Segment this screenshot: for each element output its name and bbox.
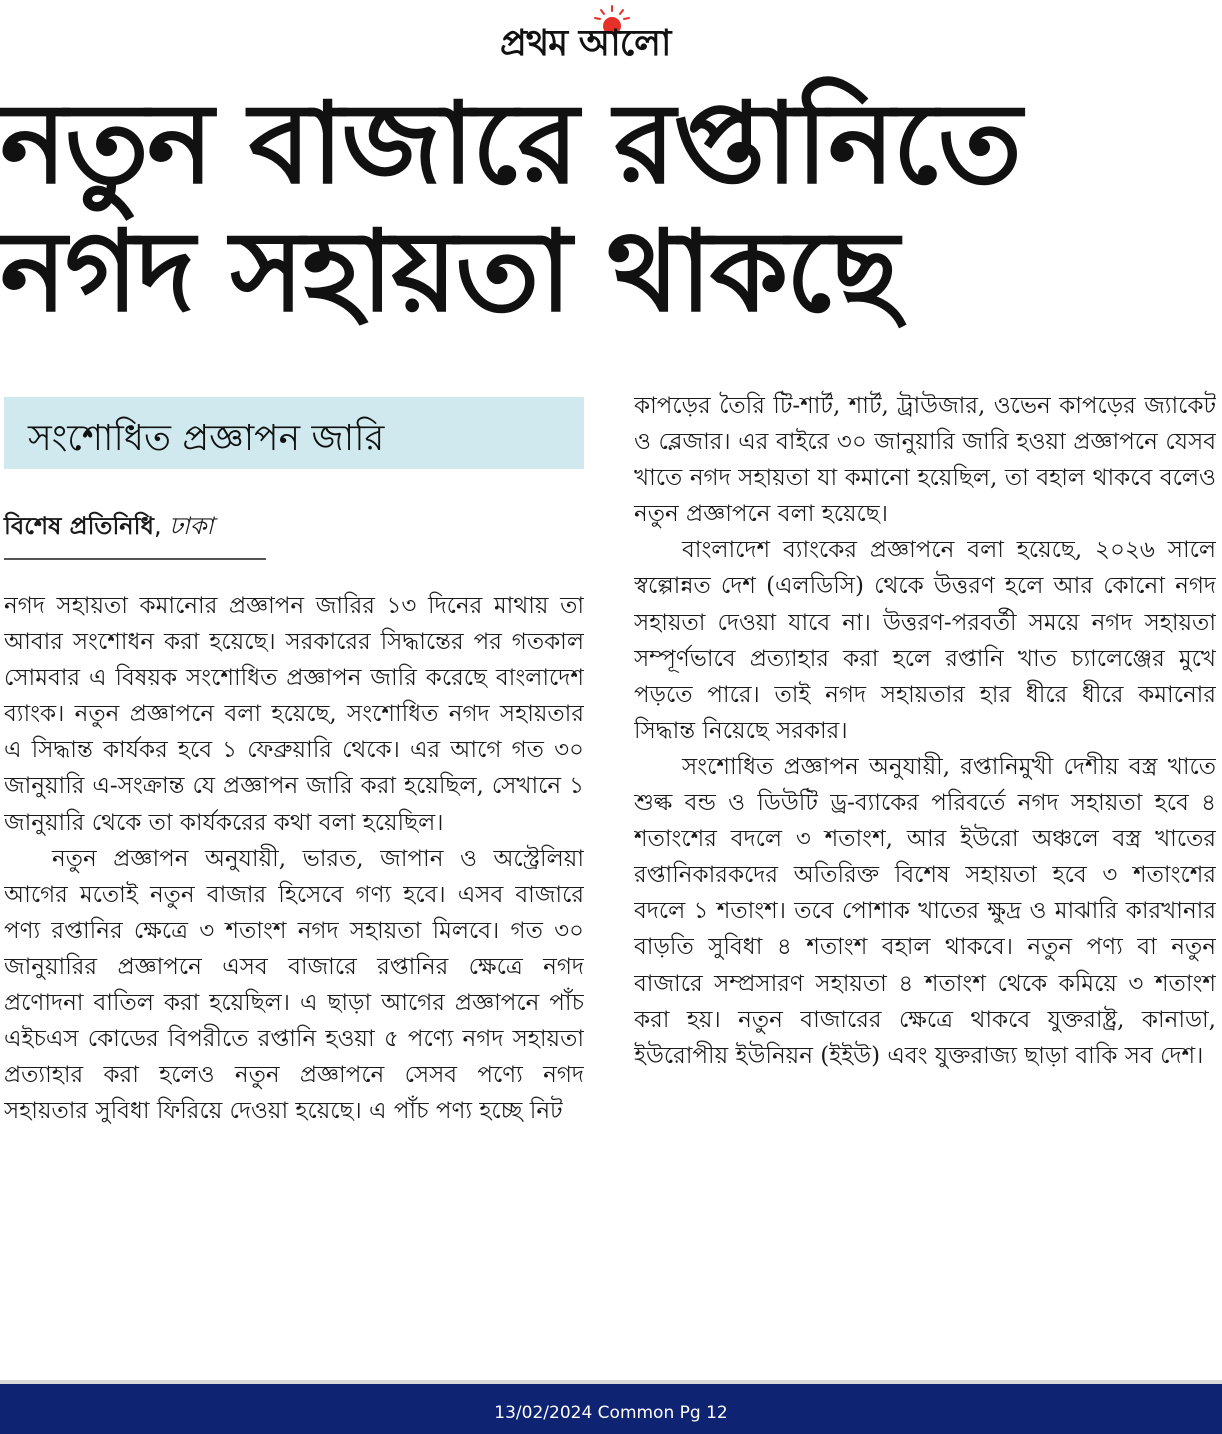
byline	[4, 508, 214, 548]
prothom-alo-logo	[490, 4, 750, 66]
article-paragraph: নতুন প্রজ্ঞাপন অনুযায়ী, ভারত, জাপান ও অস্ট্রেলিয়া আগের মতোই নতুন বাজার হিসেবে গণ্য হবে। এসব বাজারে পণ্য রপ্তানির ক্ষেত্রে ৩ শতাংশ নগদ সহায়তা মিলবে। গত ৩০ জানুয়ারির প্রজ্ঞাপনে এসব বাজারে রপ্তানির ক্ষেত্রে নগদ প্রণোদনা বাতিল করা হয়েছিল। এ ছাড়া আগের প্রজ্ঞাপনে পাঁচ এইচএস কোডের বিপরীতে রপ্তানি হওয়া ৫ পণ্যে নগদ সহায়তা প্রত্যাহার করা হলেও নতুন প্রজ্ঞাপনে সেসব পণ্যে নগদ সহায়তার সুবিধা ফিরিয়ে দেওয়া হয়েছে। এ পাঁচ পণ্য হচ্ছে নিট	[4, 845, 584, 1125]
footer-bar	[0, 1384, 1222, 1434]
headline	[0, 80, 1222, 336]
subheadline: সংশোধিত প্রজ্ঞাপন জারি	[28, 418, 385, 459]
article-column-left	[4, 588, 584, 1348]
logo-text: প্রথম আলো	[500, 23, 671, 64]
byline-separator: ,	[153, 512, 170, 540]
article-paragraph: নগদ সহায়তা কমানোর প্রজ্ঞাপন জারির ১৩ দিনের মাথায় তা আবার সংশোধন করা হয়েছে। সরকারের সিদ্ধান্তের পর গতকাল সোমবার এ বিষয়ক সংশোধিত প্রজ্ঞাপন জারি করেছে বাংলাদেশ ব্যাংক। নতুন প্রজ্ঞাপনে বলা হয়েছে, সংশোধিত নগদ সহায়তার এ সিদ্ধান্ত কার্যকর হবে ১ ফেব্রুয়ারি থেকে। এর আগে গত ৩০ জানুয়ারি এ-সংক্রান্ত যে প্রজ্ঞাপন জারি করা হয়েছিল, সেখানে ১ জানুয়ারি থেকে তা কার্যকরের কথা বলা হয়েছিল।	[4, 593, 584, 836]
article-paragraph: সংশোধিত প্রজ্ঞাপন অনুযায়ী, রপ্তানিমুখী দেশীয় বস্ত্র খাতে শুল্ক বন্ড ও ডিউটি ড্র-ব্যাকের পরিবর্তে নগদ সহায়তা হবে ৪ শতাংশের বদলে ৩ শতাংশ, আর ইউরো অঞ্চলে বস্ত্র খাতের রপ্তানিকারকদের অতিরিক্ত বিশেষ সহায়তা হবে ৩ শতাংশের বদলে ১ শতাংশ। তবে পোশাক খাতের ক্ষুদ্র ও মাঝারি কারখানার বাড়তি সুবিধা ৪ শতাংশ বহাল থাকবে। নতুন পণ্য বা নতুন বাজারে সম্প্রসারণ সহায়তা ৪ শতাংশ থেকে কমিয়ে ৩ শতাংশ করা হয়। নতুন বাজারের ক্ষেত্রে থাকবে যুক্তরাষ্ট্র, কানাডা, ইউরোপীয় ইউনিয়ন (ইইউ) এবং যুক্তরাজ্য ছাড়া বাকি সব দেশ।	[634, 753, 1216, 1069]
byline-name: বিশেষ প্রতিনিধি	[4, 512, 154, 540]
headline-line-1: নতুন বাজারে রপ্তানিতে	[0, 79, 1020, 209]
masthead	[0, 0, 1222, 70]
footer-caption: 13/02/2024 Common Pg 12	[494, 1403, 728, 1423]
byline-place: ঢাকা	[169, 512, 214, 540]
article-column-right	[634, 388, 1216, 1348]
byline-divider	[4, 558, 266, 560]
subheadline-box	[4, 397, 584, 469]
article-paragraph: বাংলাদেশ ব্যাংকের প্রজ্ঞাপনে বলা হয়েছে, ২০২৬ সালে স্বল্পোন্নত দেশ (এলডিসি) থেকে উত্তরণ হলে আর কোনো নগদ সহায়তা দেওয়া যাবে না। উত্তরণ-পরবর্তী সময়ে নগদ সহায়তা সম্পূর্ণভাবে প্রত্যাহার করা হলে রপ্তানি খাত চ্যালেঞ্জের মুখে পড়তে পারে। তাই নগদ সহায়তার হার ধীরে ধীরে কমানোর সিদ্ধান্ত নিয়েছে সরকার।	[634, 537, 1216, 744]
article-paragraph: কাপড়ের তৈরি টি-শার্ট, শার্ট, ট্রাউজার, ওভেন কাপড়ের জ্যাকেট ও ব্লেজার। এর বাইরে ৩০ জানুয়ারি জারি হওয়া প্রজ্ঞাপনে যেসব খাতে নগদ সহায়তা যা কমানো হয়েছিল, তা বহাল থাকবে বলেও নতুন প্রজ্ঞাপনে বলা হয়েছে।	[634, 393, 1216, 528]
headline-line-2: নগদ সহায়তা থাকছে	[0, 207, 898, 337]
